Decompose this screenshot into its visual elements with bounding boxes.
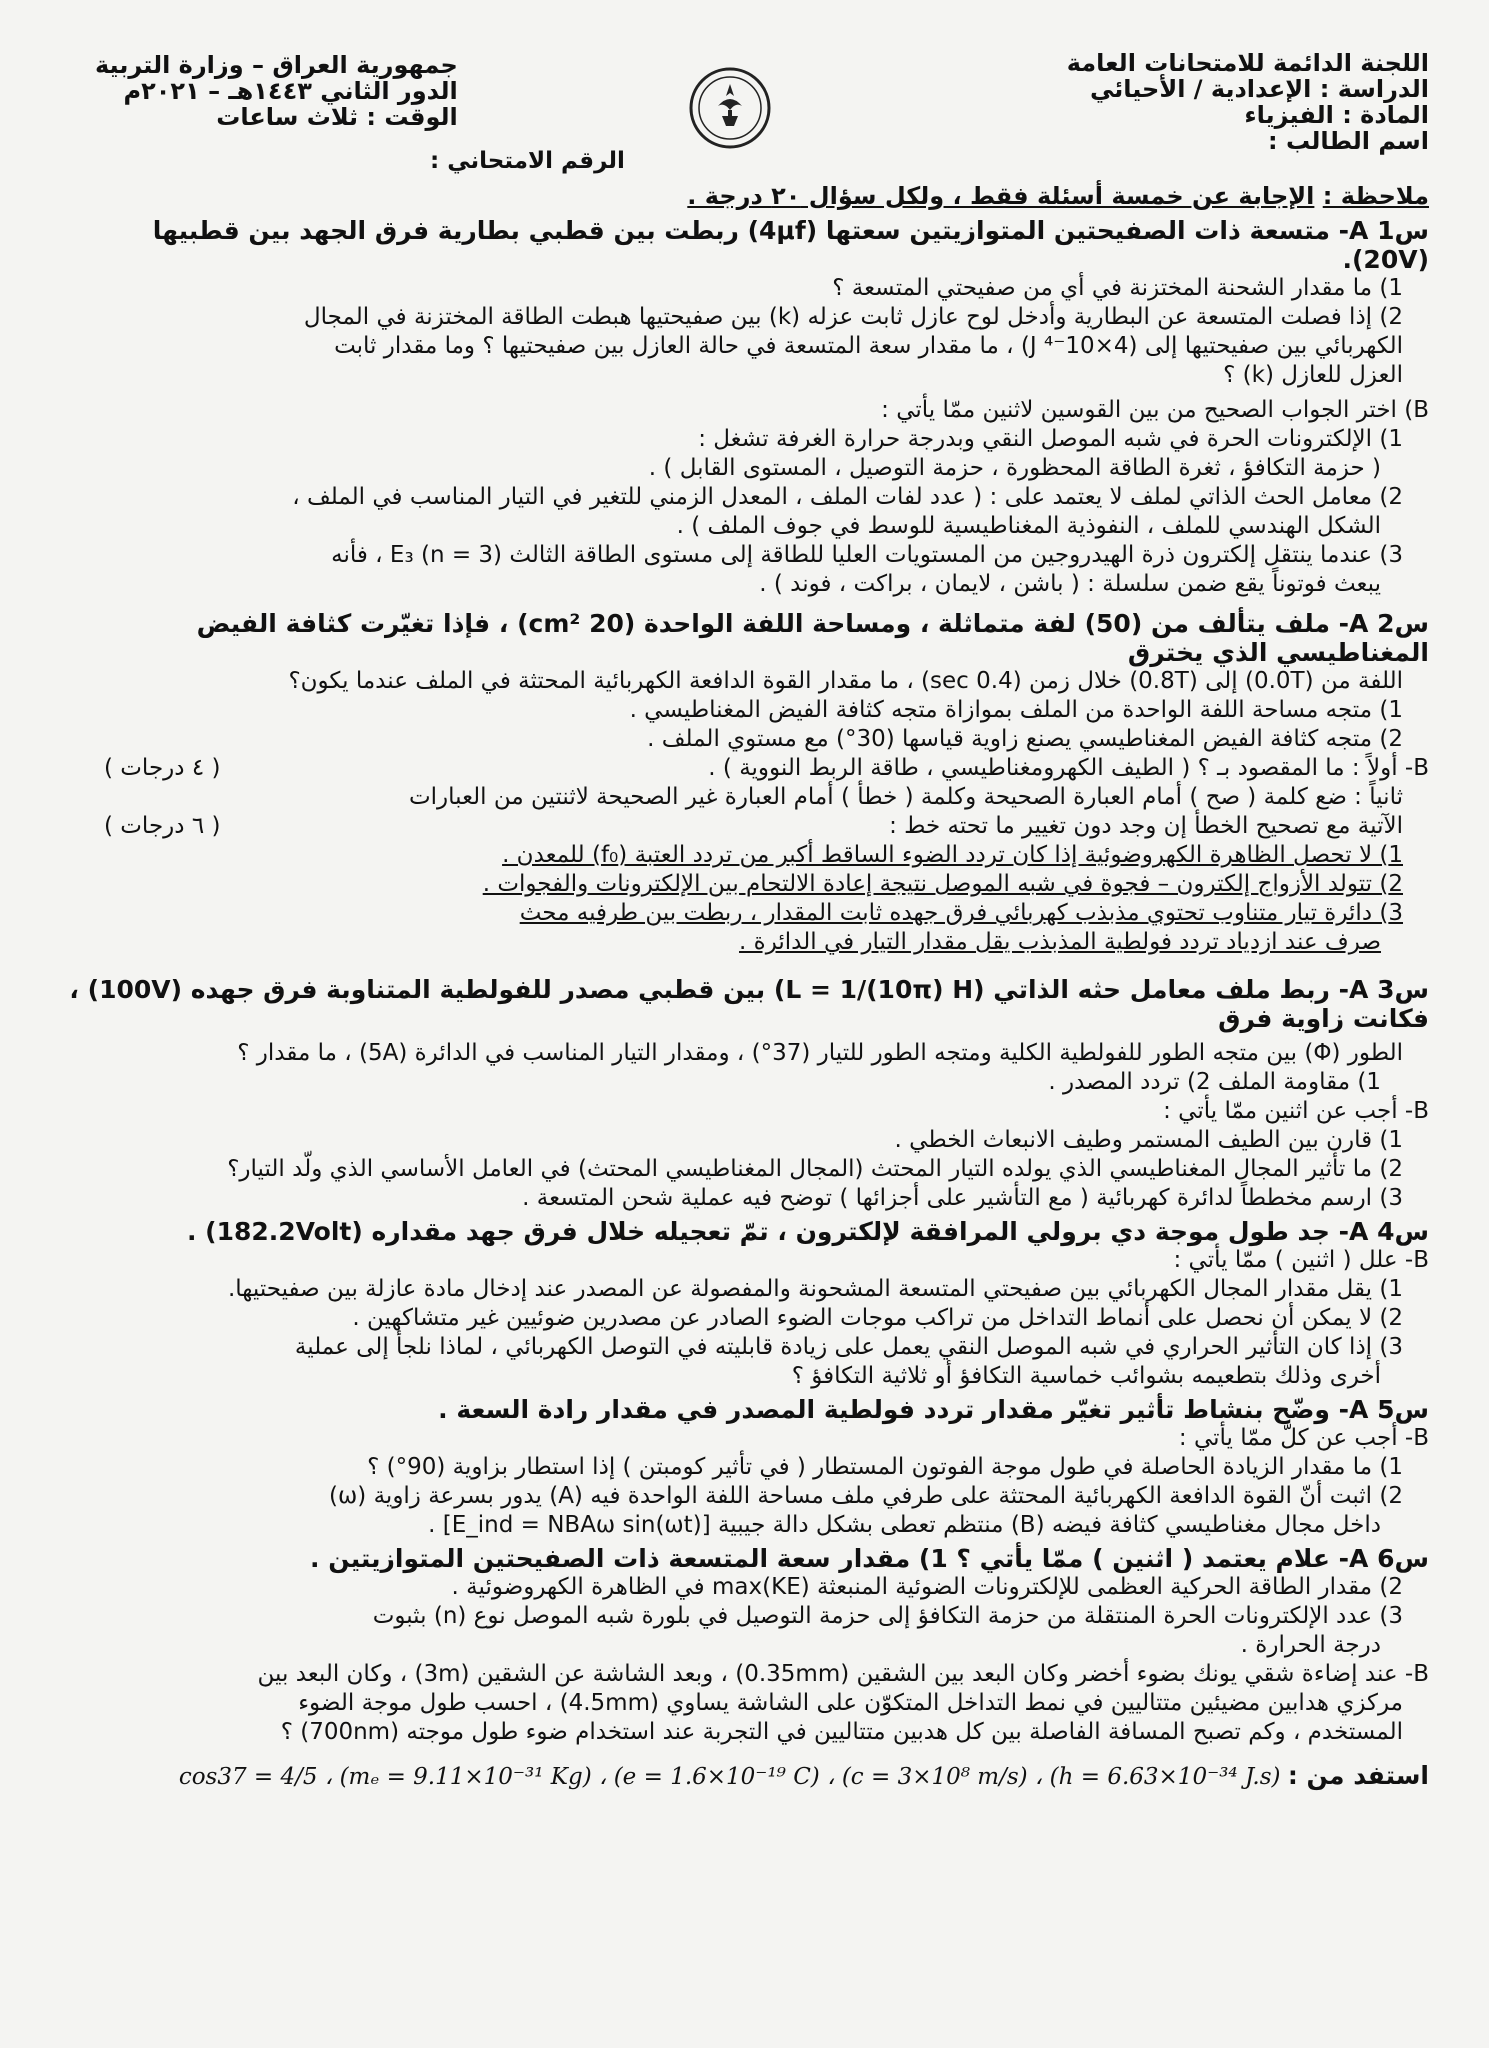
q5-part-a: س5 A- وضّح بنشاط تأثير تغيّر مقدار تردد فولطية المصدر في مقدار رادة السعة .: [438, 1395, 1429, 1424]
q2-statement-1: 1) لا تحصل الظاهرة الكهروضوئية إذا كان تردد الضوء الساقط أكبر من تردد العتبة (f₀) للمعدن .: [502, 842, 1403, 868]
question-1: [64, 216, 1429, 599]
q1-b-item-2-line-2: الشكل الهندسي للملف ، النفوذية المغناطيسية للوسط في جوف الملف ) .: [676, 513, 1381, 539]
question-6: [64, 1544, 1429, 1747]
q1-b-item-2: 2) معامل الحث الذاتي لملف لا يعتمد على : ( عدد لفات الملف ، المعدل الزمني للتغير في التيار المناسب في الملف ،: [292, 484, 1403, 510]
q2-part-a: س2 A- ملف يتألف من (50) لفة متماثلة ، ومساحة اللفة الواحدة (20 cm²) ، فإذا تغيّرت كثافة الفيض المغناطيسي الذي يخترق: [196, 609, 1429, 667]
q1-a-item-2-line-3: العزل للعازل (k) ؟: [1223, 362, 1403, 388]
q1-b-item-3: 3) عندما ينتقل إلكترون ذرة الهيدروجين من المستويات العليا للطاقة إلى مستوى الطاقة الثالث E₃ (n = 3) ، فأنه: [331, 542, 1403, 568]
country-ministry: جمهورية العراق – وزارة التربية: [95, 51, 458, 79]
q1-b-item-1-options: ( حزمة التكافؤ ، ثغرة الطاقة المحظورة ، حزمة التوصيل ، المستوى القابل ) .: [648, 455, 1381, 481]
q2-a-item-1: 1) متجه مساحة اللفة الواحدة من الملف بموازاة متجه كثافة الفيض المغناطيسي .: [629, 697, 1403, 723]
q6-part-a: س6 A- علام يعتمد ( اثنين ) ممّا يأتي ؟ 1) مقدار سعة المتسعة ذات الصفيحتين المتوازيتين .: [310, 1544, 1429, 1573]
question-2: [64, 609, 1429, 957]
student-name-label: اسم الطالب :: [1267, 127, 1429, 155]
subject: المادة : الفيزياء: [1244, 101, 1429, 129]
q2-b-first-marks: ( ٤ درجات ): [104, 755, 221, 781]
question-5: [64, 1395, 1429, 1540]
exam-note: [687, 182, 1429, 210]
q4-b-item-3: 3) إذا كان التأثير الحراري في شبه الموصل النقي يعمل على زيادة قابليته في التوصل الكهربائي ، لماذا نلجأ إلى عملية: [294, 1334, 1403, 1360]
study-branch: الدراسة : الإعدادية / الأحيائي: [1089, 75, 1429, 103]
q1-part-b: B) اختر الجواب الصحيح من بين القوسين لاثنين ممّا يأتي :: [881, 397, 1429, 423]
q4-part-a: س4 A- جد طول موجة دي برولي المرافقة لإلكترون ، تمّ تعجيله خلال فرق جهد مقداره (182.2Volt) .: [186, 1217, 1429, 1246]
committee-name: اللجنة الدائمة للامتحانات العامة: [1066, 49, 1429, 77]
q2-b-second-line-2-text: الآتية مع تصحيح الخطأ إن وجد دون تغيير ما تحته خط :: [889, 813, 1403, 839]
q4-b-item-2: 2) لا يمكن أن نحصل على أنماط التداخل من تراكب موجات الضوء الصادر عن مصدرين ضوئيين غير متشاكهين .: [352, 1305, 1403, 1331]
question-4: [64, 1217, 1429, 1391]
q3-a-items: 1) مقاومة الملف 2) تردد المصدر .: [1048, 1069, 1381, 1095]
q5-b-item-2-line-2: داخل مجال مغناطيسي كثافة فيضه (B) منتظم تعطى بشكل دالة جيبية [E_ind = NBAω sin(ωt)] .: [428, 1512, 1381, 1538]
q4-b-item-1: 1) يقل مقدار المجال الكهربائي بين صفيحتي المتسعة المشحونة والمفصولة عن المصدر عند إدخال مادة عازلة بين صفيحتيها.: [227, 1276, 1403, 1302]
q1-b-item-1: 1) الإلكترونات الحرة في شبه الموصل النقي وبدرجة حرارة الغرفة تشغل :: [698, 426, 1403, 452]
header-right: [1067, 50, 1429, 154]
q6-b-line-2: مركزي هدابين مضيئين متتاليين في نمط التداخل المتكوّن على الشاشة يساوي (4.5mm) ، احسب طول موجة الضوء: [298, 1690, 1403, 1716]
q2-a-line-2: اللفة من (0.0T) إلى (0.8T) خلال زمن (0.4 sec) ، ما مقدار القوة الدافعة الكهربائية المحتثة في الملف عندما يكون؟: [288, 668, 1403, 694]
q3-b-item-1: 1) قارن بين الطيف المستمر وطيف الانبعاث الخطي .: [894, 1127, 1403, 1153]
q2-statement-3: 3) دائرة تيار متناوب تحتوي مذبذب كهربائي فرق جهده ثابت المقدار ، ربطت بين طرفيه محث: [519, 900, 1403, 926]
q3-b-item-3: 3) ارسم مخططاً لدائرة كهربائية ( مع التأشير على أجزائها ) توضح فيه عملية شحن المتسعة .: [522, 1185, 1403, 1211]
q3-b-item-2: 2) ما تأثير المجال المغناطيسي الذي يولده التيار المحتث (المجال المغناطيسي المحتث) في العامل الأساسي الذي ولّد التيار؟: [227, 1156, 1403, 1182]
exam-number-label: الرقم الامتحاني :: [430, 148, 625, 174]
q1-a-item-2-line-2: الكهربائي بين صفيحتيها إلى (4×10⁻⁴ J) ، ما مقدار سعة المتسعة في حالة العازل بين صفيحتيها ؟ وما مقدار ثابت: [334, 333, 1403, 359]
q1-part-a: س1 A- متسعة ذات الصفيحتين المتوازيتين سعتها (4μf) ربطت بين قطبي بطارية فرق الجهد بين قطبيها (20V).: [152, 216, 1429, 274]
note-label: ملاحظة :: [1322, 182, 1429, 210]
q6-part-b: B- عند إضاءة شقي يونك بضوء أخضر وكان البعد بين الشقين (0.35mm) ، وبعد الشاشة عن الشقين (3m) ، وكان البعد بين: [257, 1661, 1429, 1687]
q2-statement-3-line-2: صرف عند ازدياد تردد فولطية المذبذب يقل مقدار التيار في الدائرة .: [739, 929, 1381, 955]
q2-b-second-marks: ( ٦ درجات ): [104, 813, 221, 839]
constants-label: استفد من :: [1287, 1761, 1429, 1790]
exam-time: الوقت : ثلاث ساعات: [216, 103, 458, 131]
q2-b-second: ثانياً : ضع كلمة ( صح ) أمام العبارة الصحيحة وكلمة ( خطأ ) أمام العبارة غير الصحيحة لاثنتين من العبارات: [408, 784, 1403, 810]
header-left: [95, 52, 458, 130]
q2-part-b-first: [64, 754, 1429, 783]
q6-a-item-3: 3) عدد الإلكترونات الحرة المنتقلة من حزمة التكافؤ إلى حزمة التوصيل في بلورة شبه الموصل نوع (n) بثبوت: [372, 1603, 1403, 1629]
q1-a-item-1: 1) ما مقدار الشحنة المختزنة في أي من صفيحتي المتسعة ؟: [832, 275, 1403, 301]
exam-session: الدور الثاني ١٤٤٣هـ – ٢٠٢١م: [123, 77, 458, 105]
q6-a-item-2: 2) مقدار الطاقة الحركية العظمى للإلكترونات الضوئية المنبعثة (KE)max في الظاهرة الكهروضوئية .: [451, 1574, 1403, 1600]
exam-body: [64, 212, 1429, 1792]
q3-part-b: B- أجب عن اثنين ممّا يأتي :: [1163, 1098, 1429, 1124]
q1-a-item-2: 2) إذا فصلت المتسعة عن البطارية وأدخل لوح عازل ثابت عزله (k) بين صفيحتيها هبطت الطاقة المختزنة في المجال: [303, 304, 1403, 330]
q4-part-b: B- علل ( اثنين ) ممّا يأتي :: [1173, 1247, 1429, 1273]
q2-a-item-2: 2) متجه كثافة الفيض المغناطيسي يصنع زاوية قياسها (30°) مع مستوي الملف .: [647, 726, 1403, 752]
q2-b-second-line-2: [64, 812, 1403, 841]
q2-statement-2: 2) تتولد الأزواج إلكترون – فجوة في شبه الموصل نتيجة إعادة الالتحام بين الإلكترونات والفجوات .: [482, 871, 1403, 897]
constants-values: cos37 = 4/5 ، (mₑ = 9.11×10⁻³¹ Kg) ، (e = 1.6×10⁻¹⁹ C) ، (c = 3×10⁸ m/s) ، (h = 6.63×10⁻³⁴ J.s): [178, 1764, 1281, 1790]
q5-b-item-1: 1) ما مقدار الزيادة الحاصلة في طول موجة الفوتون المستطار ( في تأثير كومبتن ) إذا استطار بزاوية (90°) ؟: [367, 1454, 1403, 1480]
q3-part-a: س3 A- ربط ملف معامل حثه الذاتي (L = 1/(10π) H) بين قطبي مصدر للفولطية المتناوبة فرق جهده (100V) ، فكانت زاوية فرق: [69, 975, 1429, 1033]
q5-b-item-2: 2) اثبت أنّ القوة الدافعة الكهربائية المحتثة على طرفي ملف مساحة اللفة الواحدة فيه (A) يدور بسرعة زاوية (ω): [329, 1483, 1403, 1509]
constants-row: [64, 1761, 1429, 1792]
question-3: [64, 975, 1429, 1213]
q6-a-item-3-line-2: درجة الحرارة .: [1240, 1632, 1381, 1658]
q3-a-line-2: الطور (Φ) بين متجه الطور للفولطية الكلية ومتجه الطور للتيار (37°) ، ومقدار التيار المناسب في الدائرة (5A) ، ما مقدار ؟: [237, 1040, 1403, 1066]
q5-part-b: B- أجب عن كلّ ممّا يأتي :: [1178, 1425, 1429, 1451]
q4-b-item-3-line-2: أخرى وذلك بتطعيمه بشوائب خماسية التكافؤ أو ثلاثية التكافؤ ؟: [791, 1363, 1381, 1389]
q1-b-item-3-line-2: يبعث فوتوناً يقع ضمن سلسلة : ( باشن ، لايمان ، براكت ، فوند ) .: [759, 571, 1381, 597]
q6-b-line-3: المستخدم ، وكم تصبح المسافة الفاصلة بين كل هدبين متتاليين في التجربة عند استخدام ضوء طول موجته (700nm) ؟: [280, 1719, 1403, 1745]
q2-b-first-text: B- أولاً : ما المقصود بـ ؟ ( الطيف الكهرومغناطيسي ، طاقة الربط النووية ) .: [708, 755, 1429, 781]
note-text: الإجابة عن خمسة أسئلة فقط ، ولكل سؤال ٢٠ درجة .: [687, 182, 1315, 210]
ministry-seal-icon: [688, 66, 772, 150]
